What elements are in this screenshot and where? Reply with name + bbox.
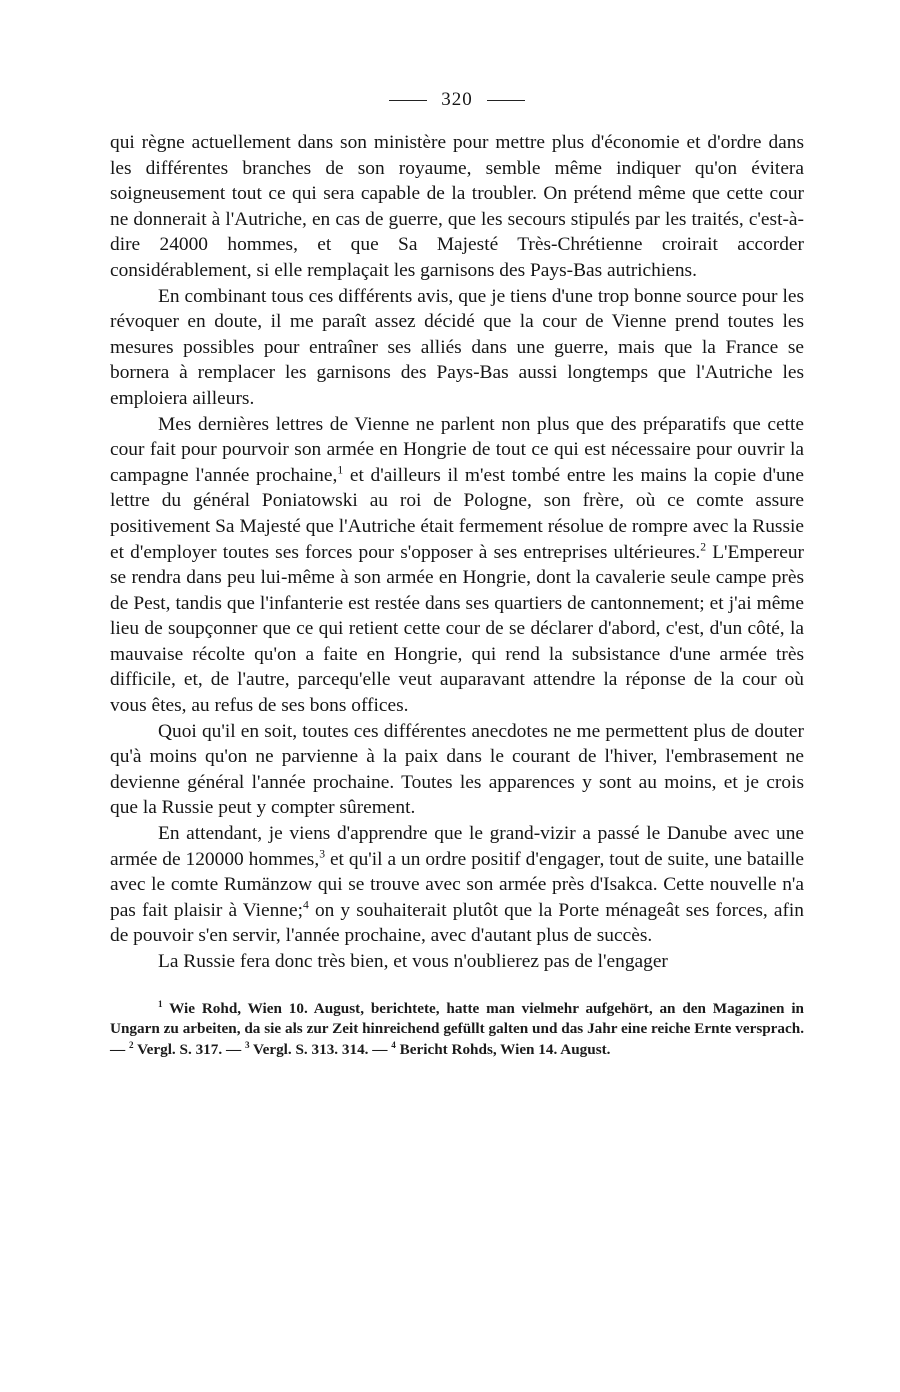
text-run: L'Empereur se rendra dans peu lui-même à son armée en Hongrie, dont la cavalerie seule campe près de Pest, tandis que l'infanterie est restée dans ses quartiers de cantonnement; et j'ai même lieu de soupçonner que ce qui retient cette cour de se déclarer d'abord, c'est, d'un côté, la mauvaise récolte qu'on a faite en Hongrie, qui rend la subsistance d'une armée très difficile, et, de l'autre, parcequ'elle veut auparavant attendre la réponse de la cour où vous êtes, au refus de ses bons offices.: [110, 541, 804, 717]
paragraph: [110, 949, 804, 975]
paragraph: [110, 821, 804, 949]
book-page: [110, 82, 804, 1060]
body-text: [110, 130, 804, 975]
text-run: et qu'il a un ordre positif d'engager, tout de suite, une bataille avec le comte Rumänzow qui se trouve avec son armée près d'Isakca. Cette nouvelle n'a pas fait plaisir à Vienne;: [110, 848, 804, 921]
page-header: [110, 82, 804, 118]
footnote-marker: 3: [244, 1039, 250, 1050]
footnote-marker: 4: [391, 1039, 396, 1050]
footnote-marker: 3: [319, 847, 326, 861]
text-run: En attendant, je viens d'apprendre que le grand-vizir a passé le Danube avec une armée de 120000 hommes,: [110, 823, 804, 870]
footnote-marker: 2: [128, 1039, 134, 1050]
footnote-marker: 2: [700, 540, 707, 554]
text-run: Vergl. S. 313. 314. —: [249, 1040, 392, 1058]
text-run: Vergl. S. 317. —: [133, 1040, 245, 1058]
footnote-marker: 4: [303, 898, 309, 912]
text-run: Quoi qu'il en soit, toutes ces différentes anecdotes ne me permettent plus de douter qu'à moins qu'on ne parvienne à la paix dans le courant de l'hiver, l'embrasement ne devienne général l'année prochaine. Toutes les apparences y sont au moins, et je crois que la Russie peut y compter sûrement.: [110, 720, 804, 819]
text-run: Wie Rohd, Wien 10. August, berichtete, hatte man vielmehr aufgehört, an den Magazinen in Ungarn zu arbeiten, da sie als zur Zeit hinreichend gefüllt galten und das Jahr eine reiche Ernte versprach. —: [110, 999, 804, 1058]
paragraph: [110, 284, 804, 412]
paragraph: [110, 719, 804, 821]
page-number: 320: [441, 89, 473, 110]
text-run: Mes dernières lettres de Vienne ne parlent non plus que des préparatifs que cette cour fait pour pourvoir son armée en Hongrie de tout ce qui est nécessaire pour ouvrir la campagne l'année prochaine,: [110, 413, 804, 486]
text-run: La Russie fera donc très bien, et vous n'oublierez pas de l'engager: [158, 951, 668, 972]
text-run: on y souhaiterait plutôt que la Porte ménageât ses forces, afin de pouvoir s'en servir, l'année prochaine, avec d'autant plus de succès.: [110, 899, 804, 947]
paragraph: [110, 412, 804, 719]
text-run: et d'ailleurs il m'est tombé entre les mains la copie d'une lettre du général Poniatowski au roi de Pologne, son frère, où ce comte assure positivement Sa Majesté que l'Autriche était fermement résolue de rompre avec la Russie et d'employer toutes ses forces pour s'opposer à ses entreprises ultérieures.: [110, 464, 804, 563]
footnote-marker: 1: [158, 998, 163, 1009]
text-run: Bericht Rohds, Wien 14. August.: [395, 1040, 611, 1058]
text-run: En combinant tous ces différents avis, que je tiens d'une trop bonne source pour les révoquer en doute, il me paraît assez décidé que la cour de Vienne prend toutes les mesures possibles pour entraîner ses alliés dans une guerre, mais que la France se bornera à remplacer les garnisons des Pays-Bas aussi longtemps que l'Autriche les emploiera ailleurs.: [110, 285, 804, 409]
text-run: qui règne actuellement dans son ministère pour mettre plus d'économie et d'ordre dans les différentes branches de son royaume, semble même indiquer qu'on évitera soigneusement tout ce qui sera capable de la troubler. On prétend même que cette cour ne donnerait à l'Autriche, en cas de guerre, que les secours stipulés par les traités, c'est-à-dire 24000 hommes, et que Sa Majesté Très-Chrétienne croirait accorder considérablement, si elle remplaçait les garnisons des Pays-Bas autrichiens.: [110, 132, 804, 281]
header-rule-left: [389, 100, 427, 101]
paragraph: [110, 130, 804, 284]
footnotes: [110, 999, 804, 1061]
footnote-marker: 1: [337, 463, 344, 477]
header-rule-right: [487, 100, 525, 101]
footnote-text: [110, 999, 804, 1061]
